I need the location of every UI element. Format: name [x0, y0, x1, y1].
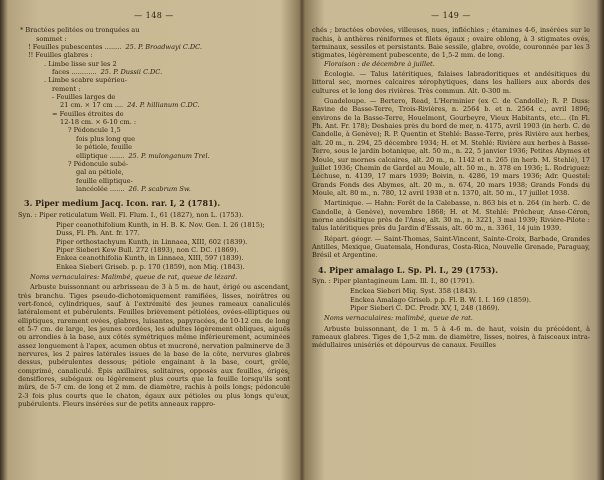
key-line-reference: 25. P. Dussii C.DC.	[100, 68, 163, 77]
key-line-text: rement :	[52, 84, 81, 93]
key-line-text: 12-18 cm. × 6-10 cm. :	[60, 118, 137, 127]
guadeloupe-records: Guadeloupe. — Bertero, Read, L'Herminier (ex C. de Candolle); R. P. Duss: Ravine de Basse-Terre, Trois-Rivières, n. 2564 b. et n. 2564 c., avril 1896; environs de la Basse-Terre, Houelmont, Gourbeyre, Vieux Habitants, etc... (In Fl. Ph. Ant. Fr. 178); Deshaies près du bord de mer, n. 4175, avril 1903 (in herb. C. de Candolle, à Genève); R. P. Quentin et Stehlé: Basse-Terre, près Rivière aux herbes, alt. 20 m., n. 294, 25 décembre 1934; H. et M. Stehlé: Rivière aux herbes à Basse-Terre, sous le jardin botanique, alt. 50 m., n. 22, 5 janvier 1936; Petites Abymes et Moule, sur mornes calcaires, alt. 20 m., n. 1142 et n. 265 (in herb. M. Stehlé), 17 juillet 1936; Chemin de Gardel au Moule, alt. 50 m., n. 378 en 1936; L. Rodriguez: Léchuse, n. 4139, 17 mars 1939; Boivin, n. 4286, 19 mars 1936; Adr. Questel: Grands Fonds des Abymes, alt. 20 m., n. 674, 20 mars 1938; Grands Fonds du Moule, alt. 80 m., n. 780, 12 avril 1938 et n. 1370, alt. 50 m., 17 juillet 1938.	[312, 97, 590, 197]
synonym-line: Enckea Sieberi Miq. Syst. 358 (1843).	[350, 287, 478, 296]
key-line	[18, 35, 290, 43]
synonym-line: Enckea Amalago Griseb. p.p. Fl. B. W. I. I. 169 (1859).	[350, 295, 531, 304]
synonym-line: Syn. : Piper reticulatum Well. Fl. Flum. I., 61 (1827), non L. (1753).	[18, 210, 244, 219]
key-line	[18, 160, 290, 168]
key-line-reference: 25. P. Broadwayi C.DC.	[125, 43, 203, 52]
synonym-line: Piper Sieberi C. DC. Prodr. XV, I, 248 (1869).	[350, 304, 500, 312]
key-line-text: elliptique .......	[76, 151, 125, 160]
species-heading-piper-medium: 3. Piper medium Jacq. Icon. rar. I, 2 (1781).	[24, 198, 221, 209]
key-line	[18, 26, 290, 34]
key-line-text: ! Feuilles pubescentes ........	[28, 43, 122, 52]
ecologie: Écologie. — Talus latéritiques, falaises labradoritiques et andésitiques du littoral sec, mornes calcaires xérophytiques, dans les halliers aux abords des cultures et le long des rivières. Très commun. Alt. 0-300 m.	[312, 70, 590, 95]
key-line	[18, 177, 290, 185]
key-line-text: . Limbe scabre supérieu-	[44, 76, 127, 85]
right-page	[312, 12, 590, 350]
key-line	[18, 168, 290, 176]
identification-key	[18, 26, 290, 193]
synonym-line: Piper orthostachyum Kunth, in Linnaea, XIII, 602 (1839).	[56, 237, 248, 246]
key-line-text: gal au pétiole,	[76, 168, 124, 177]
key-line-text: le pétiole, feuille	[76, 143, 132, 152]
key-line	[18, 185, 290, 193]
key-line-text: * Bractées pelitées ou tronquées au	[20, 26, 140, 35]
description-piper-medium: Arbuste buissonnant ou arbrisseau de 3 à 5 m. de haut, érigé ou ascendant, très branchu. Tiges pseudo-dichotomiquement ramifiées, lisses, noirâtres ou vert-foncé, cylindriques, sauf à l'extrémité des jeunes rameaux canaliculés latéralement et pubérulents. Feuilles brièvement pétiolées, ovées-elliptiques ou elliptiques, rarement ovées, glabres, luisantes, papyracées, de 10-12 cm. de long et 5-7 cm. de large, les jeunes cordées, les adultes légèrement obliques, aiguës ou arrondies à la base, aux côtés symétriques même inférieurement, acuminées assez longuement à l'apex, acumen obtus et mucroné, nervation palminerve de 3 nervures, les 2 paires latérales issues de la base de la côte, nervures glabres dessus, pubérulentes dessous; pétiole engainant à la base, court, grêle, comprimé, canaliculé. Épis axillaires, solitaires, opposés aux feuilles, érigés, densiflores, subégaux ou légèrement plus courts que la feuille lorsqu'ils sont mûrs, de 5-7 cm. de long et 2 mm. de diamètre, rachis à poils longs; pédoncule 2-3 fois plus courts que le chaton, égaux aux pétioles ou plus longs qu'eux, pubérulents. Fleurs insérées sur de petits anneaux rappro-	[18, 283, 290, 409]
key-line-reference: 26. P. scabrum Sw.	[128, 184, 191, 193]
synonyms-piper-medium	[18, 211, 290, 271]
key-line-text: fois plus long que	[76, 134, 136, 143]
page-number-left: — 148 —	[134, 11, 174, 20]
key-line	[18, 101, 290, 109]
key-line	[18, 93, 290, 101]
key-line	[18, 118, 290, 126]
key-line	[18, 110, 290, 118]
synonym-line: Duss, Fl. Ph. Ant. fr. 177.	[56, 229, 140, 238]
key-line	[18, 76, 290, 84]
key-line-text: 21 cm. × 17 cm ....	[60, 101, 124, 110]
vernacular-names-piper-amalago: Noms vernaculaires: malimbé, queue de rat.	[324, 314, 473, 323]
key-line-text: !! Feuilles glabres :	[28, 51, 93, 60]
synonym-line: Enkea Sieberi Griseb. p. p. 170 (1859), non Miq. (1843).	[56, 262, 245, 271]
key-line-text: feuille elliptique-	[76, 176, 133, 185]
key-line	[18, 135, 290, 143]
page-number-right: — 149 —	[431, 11, 471, 20]
key-line	[18, 152, 290, 160]
description-continued: chés ; bractées obovées, villeuses, nues, infléchies ; étamines 4-6, insérées sur le rachis, à anthères réniformes et filets égaux ; ovaire oblong, à 3 stigmates ovés, terminaux, sessiles et persistants. Baie sessile, glabre, ovoïde, couronnée par les 3 stigmates, légèrement pubescente, de 1,5-2 mm. de long.	[312, 26, 590, 60]
key-line-reference: 24. P. hillianum C.DC.	[127, 101, 200, 110]
key-line	[18, 43, 290, 51]
key-line	[18, 68, 290, 76]
key-line-text: ? Pédoncule subé-	[68, 159, 129, 168]
synonym-line: Syn. : Piper plantagineum Lam. Ill. I., 80 (1791).	[312, 276, 475, 285]
martinique-records: Martinique. — Hahn: Forêt de la Calebasse, n. 863 bis et n. 264 (in herb. C. de Candolle, à Genève), novembre 1868; H. et M. Stehlé: Prêcheur, Anse-Céron, morne andésitique près de l'Anse, alt. 30 m., n. 3221, 3 mai 1939; Rivière-Pilote : talus latéritiques près du Jardin d'Essais, alt. 60 m., n. 3361, 14 juin 1939.	[312, 199, 590, 233]
floraison: Floraison : de décembre à juillet.	[324, 59, 435, 68]
description-piper-amalago: Arbuste buissonnant, de 1 m. 5 à 4-6 m. de haut, voisin du précédent, à rameaux glabres. Tiges de 1,5-2 mm. de diamètre, lisses, noires, à faisceaux intra-médullaires unisériés et dépourvus de canaux. Feuilles	[312, 324, 590, 350]
geographic-distribution: Répart. géogr. — Saint-Thomas, Saint-Vincent, Sainte-Croix, Barbade, Grandes Antilles, Mexique, Guatemala, Honduras, Costa-Rica, Nouvelle Grenade, Paraguay, Brésil et Argentine.	[312, 234, 590, 260]
key-line-reference: 25. P. mulonganum Trel.	[128, 151, 210, 160]
synonyms-piper-amalago	[312, 277, 590, 312]
key-line-text: - Feuilles larges de	[52, 93, 116, 102]
species-heading-piper-amalago: 4. Piper amalago L. Sp. Pl. I., 29 (1753).	[318, 264, 499, 275]
key-line	[18, 51, 290, 59]
key-line	[18, 85, 290, 93]
key-line-text: faces ............	[52, 68, 97, 77]
key-line-text: . Limbe lisse sur les 2	[44, 59, 117, 68]
left-page	[18, 12, 290, 408]
synonym-line: Piper Sieberi Kew Bull. 272 (1893), non C. DC. (1869).	[56, 245, 239, 254]
key-line-text: = Feuilles étroites de	[52, 109, 124, 118]
key-line	[18, 60, 290, 68]
key-line-text: lancéolée .......	[76, 184, 125, 193]
key-line	[18, 126, 290, 134]
vernacular-names-piper-medium: Noms vernaculaires: Malimbé, queue de rat, queue de lézard.	[30, 272, 238, 281]
synonym-line: Enkea ceanothifolia Kunth, in Linnaea, XIII, 597 (1839).	[56, 254, 244, 263]
key-line-text: sommet :	[36, 34, 67, 43]
key-line	[18, 143, 290, 151]
key-line-text: ? Pédoncule 1,5	[68, 126, 121, 135]
synonym-line: Piper ceanothifolium Kunth, in H. B. K. Nov. Gen. I. 26 (1815);	[56, 220, 265, 229]
